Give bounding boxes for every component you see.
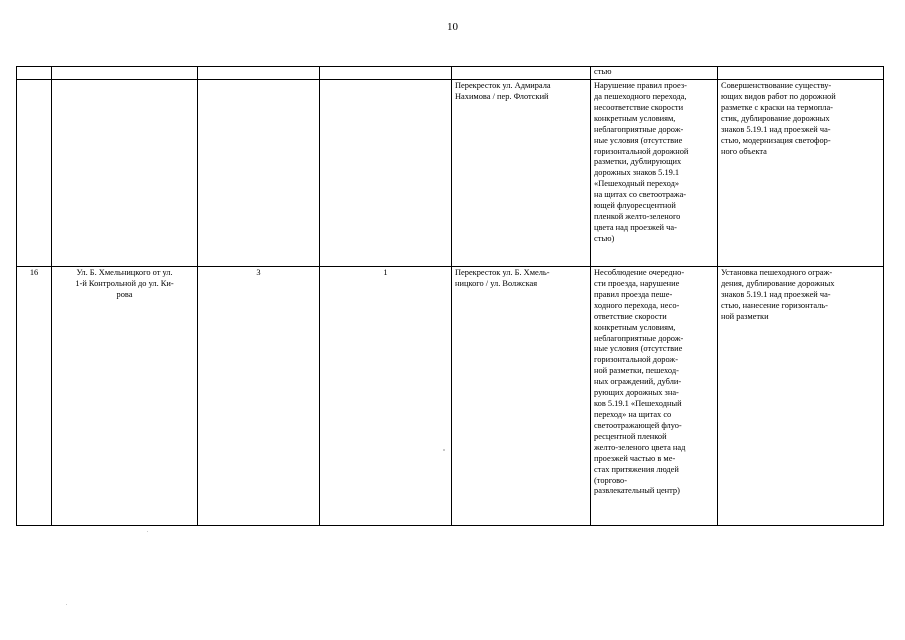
accident-table	[16, 66, 884, 526]
measures-cell: Совершенствование существу- ющих видов работ по дорожной разметке с краски на термопла- стик, дублирование дорожных знаков 5.19.1 над проезжей ча- стью, модернизация светофор- ного объекта	[718, 80, 884, 267]
street-section-cell	[52, 67, 198, 80]
location-cell: Перекресток ул. Б. Хмель- ницкого / ул. Волжская	[452, 267, 591, 526]
street-section-cell: Ул. Б. Хмельницкого от ул. 1-й Контрольной до ул. Ки- рова	[52, 267, 198, 526]
location-cell	[452, 67, 591, 80]
scan-speck	[147, 531, 148, 532]
causes-cell: Несоблюдение очередно- сти проезда, нарушение правил проезда пеше- ходного перехода, несо- ответствие скорости конкретным условиям, неблагоприятные дорож- ные условия (отсутствие горизонтальной дорож- ной разметки, пешеход- ных ограждений, дубли- рующих дорожных зна- ков 5.19.1 «Пешеходный переход» на щитах со светоотражающей флуо- ресцентной пленкой желто-зеленого цвета над проезжей частью в ме- стах притяжения людей (торгово- развлекательный центр)	[591, 267, 718, 526]
street-section-cell	[52, 80, 198, 267]
scan-speck	[66, 604, 67, 605]
row-number-cell	[17, 80, 52, 267]
row-number-cell: 16	[17, 267, 52, 526]
count-cell: 1	[320, 267, 452, 526]
measures-cell: Установка пешеходного ограж- дения, дублирование дорожных знаков 5.19.1 над проезжей ча- стью, нанесение горизонталь- ной разметки	[718, 267, 884, 526]
count-cell	[198, 67, 320, 80]
table-row	[17, 267, 884, 526]
count-cell: 3	[198, 267, 320, 526]
location-cell: Перекресток ул. Адмирала Нахимова / пер. Флотский	[452, 80, 591, 267]
row-number-cell	[17, 67, 52, 80]
table-row	[17, 80, 884, 267]
count-cell	[320, 67, 452, 80]
scan-speck	[443, 449, 445, 451]
causes-cell: Нарушение правил проез- да пешеходного перехода, несоответствие скорости конкретным условиям, неблагоприятные дорож- ные условия (отсутствие горизонтальной дорожной разметки, дублирующих дорожных знаков 5.19.1 «Пешеходный переход» на щитах со светоотража- ющей флуоресцентной пленкой желто-зеленого цвета над проезжей ча- стью)	[591, 80, 718, 267]
count-cell	[320, 80, 452, 267]
count-cell	[198, 80, 320, 267]
measures-cell	[718, 67, 884, 80]
table-row	[17, 67, 884, 80]
causes-cell: стью	[591, 67, 718, 80]
page-number: 10	[447, 21, 458, 33]
